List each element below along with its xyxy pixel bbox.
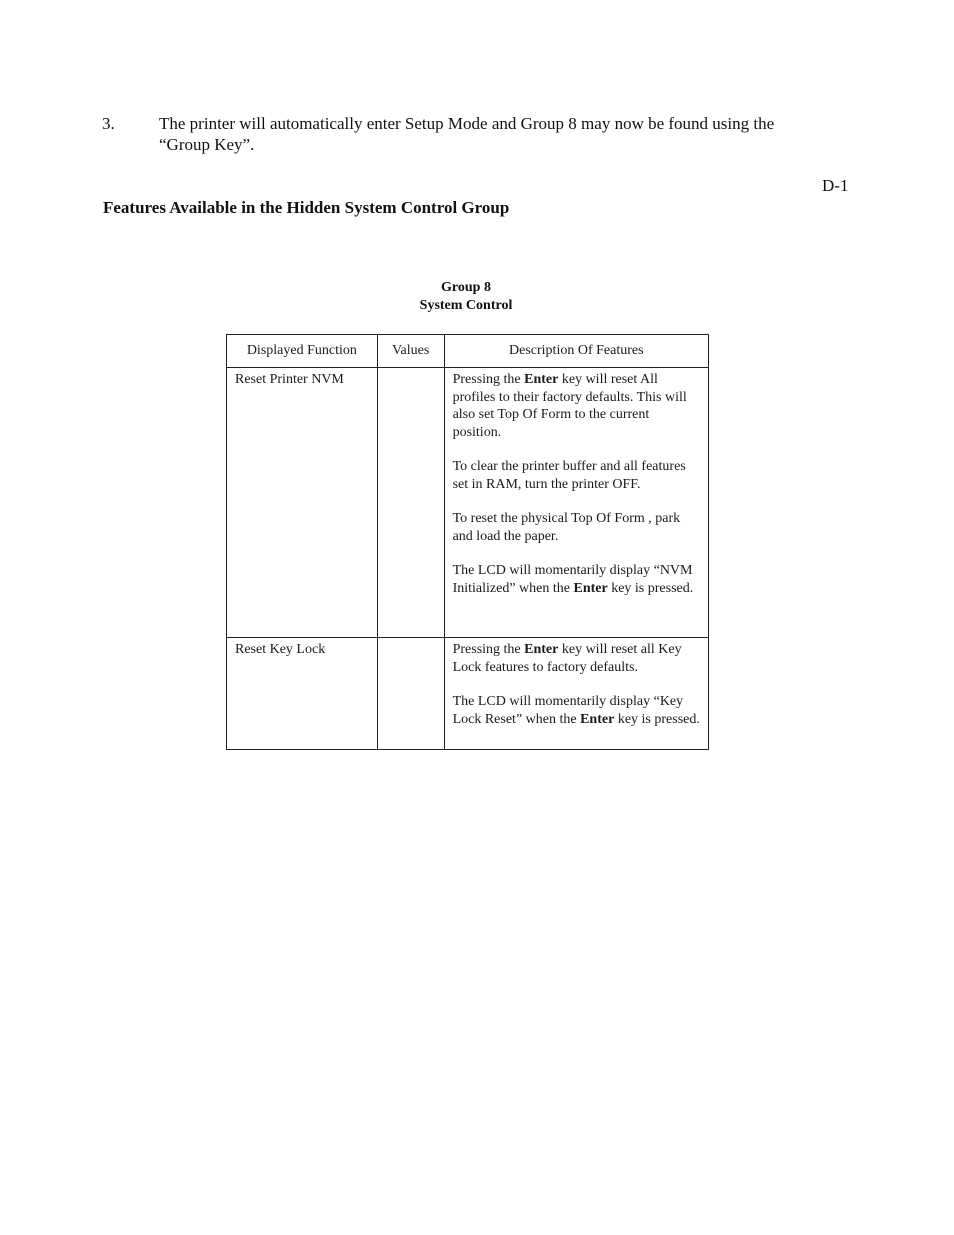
- step-text-line-2: “Group Key”.: [159, 135, 255, 154]
- table-row: [227, 368, 709, 638]
- cell-description: [444, 368, 708, 638]
- group-title: [366, 279, 566, 315]
- text-run: key is pressed.: [607, 580, 694, 596]
- cell-function: Reset Printer NVM: [227, 368, 378, 638]
- group-title-line: Group 8: [441, 280, 491, 295]
- text-run: key will reset all Key Lock features to factory defaults.: [452, 642, 682, 675]
- cell-values: [377, 368, 444, 638]
- key-name: Enter: [524, 372, 559, 387]
- text-run: Pressing the: [452, 372, 525, 387]
- description-paragraph: [453, 693, 700, 728]
- section-heading: Features Available in the Hidden System Control Group: [103, 198, 510, 217]
- step-text: [159, 113, 859, 155]
- text-run: key will reset All profiles to their factory defaults. This will also set Top Of Form to the current position.: [452, 372, 687, 440]
- key-name: Enter: [524, 642, 559, 657]
- step-number: 3.: [102, 114, 115, 133]
- key-name: Enter: [580, 711, 615, 727]
- cell-function: Reset Key Lock: [227, 638, 378, 750]
- group-subtitle: System Control: [419, 298, 513, 313]
- description-paragraph: To clear the printer buffer and all features set in RAM, turn the printer OFF.: [452, 459, 686, 492]
- description-paragraph: [453, 562, 700, 597]
- text-run: Pressing the: [452, 642, 525, 657]
- description-paragraph: [453, 641, 700, 676]
- page-number: D-1: [822, 176, 849, 195]
- cell-values: [377, 638, 444, 750]
- key-name: Enter: [573, 580, 608, 596]
- header-values: Values: [377, 335, 444, 368]
- features-table: [226, 334, 709, 750]
- text-run: The LCD will momentarily display “Key Lock Reset” when the: [452, 694, 684, 727]
- description-paragraph: To reset the physical Top Of Form , park and load the paper.: [452, 511, 681, 544]
- cell-description: [444, 638, 708, 750]
- header-description: Description Of Features: [444, 335, 708, 368]
- description-paragraph: [453, 371, 700, 441]
- table-row: [227, 638, 709, 750]
- table-header-row: [227, 335, 709, 368]
- text-run: key is pressed.: [614, 711, 700, 727]
- text-run: The LCD will momentarily display “NVM Initialized” when the: [452, 563, 693, 596]
- step-text-line-1: The printer will automatically enter Setup Mode and Group 8 may now be found using the: [159, 114, 775, 133]
- header-displayed-function: Displayed Function: [227, 335, 378, 368]
